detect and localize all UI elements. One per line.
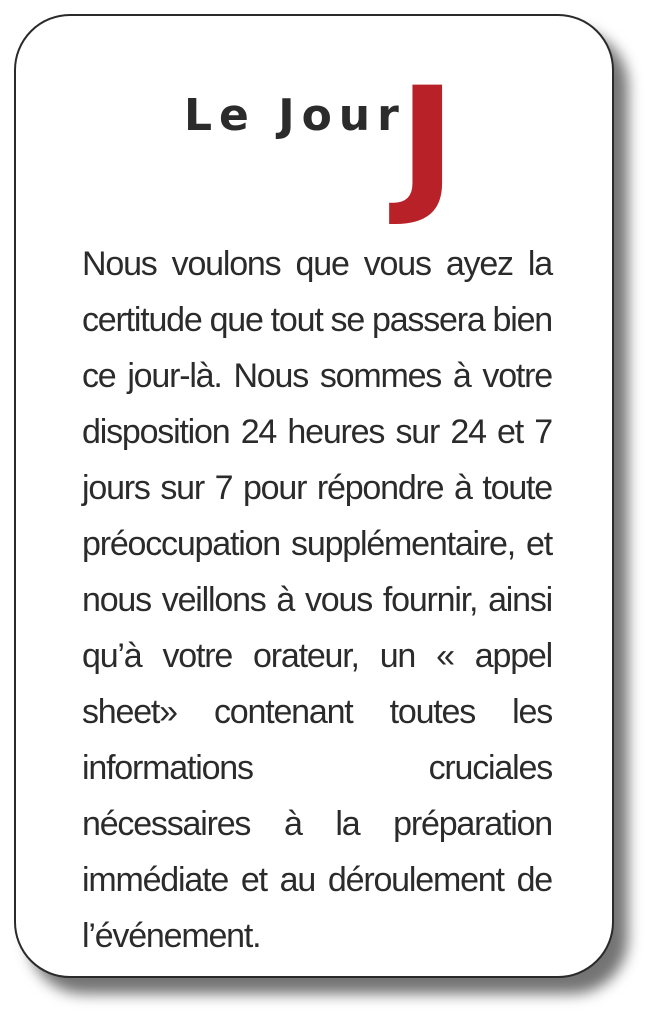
card-title	[16, 56, 612, 230]
title-accent-letter: J	[398, 56, 457, 230]
title-text: Le Jour	[184, 90, 406, 141]
body-paragraph: Nous voulons que vous ayez la certitude que tout se passera bien ce jour-là. Nous sommes à votre disposition 24 heures sur 24 et 7 jours sur 7 pour répondre à toute préoccupation supplémentaire, et nous veillons à vous fournir, ainsi qu’à votre orateur, un « appel sheet» contenant toutes les informations cruciales nécessaires à la préparation immédiate et au déroulement de l’événement.	[82, 245, 552, 955]
info-card	[14, 14, 614, 978]
